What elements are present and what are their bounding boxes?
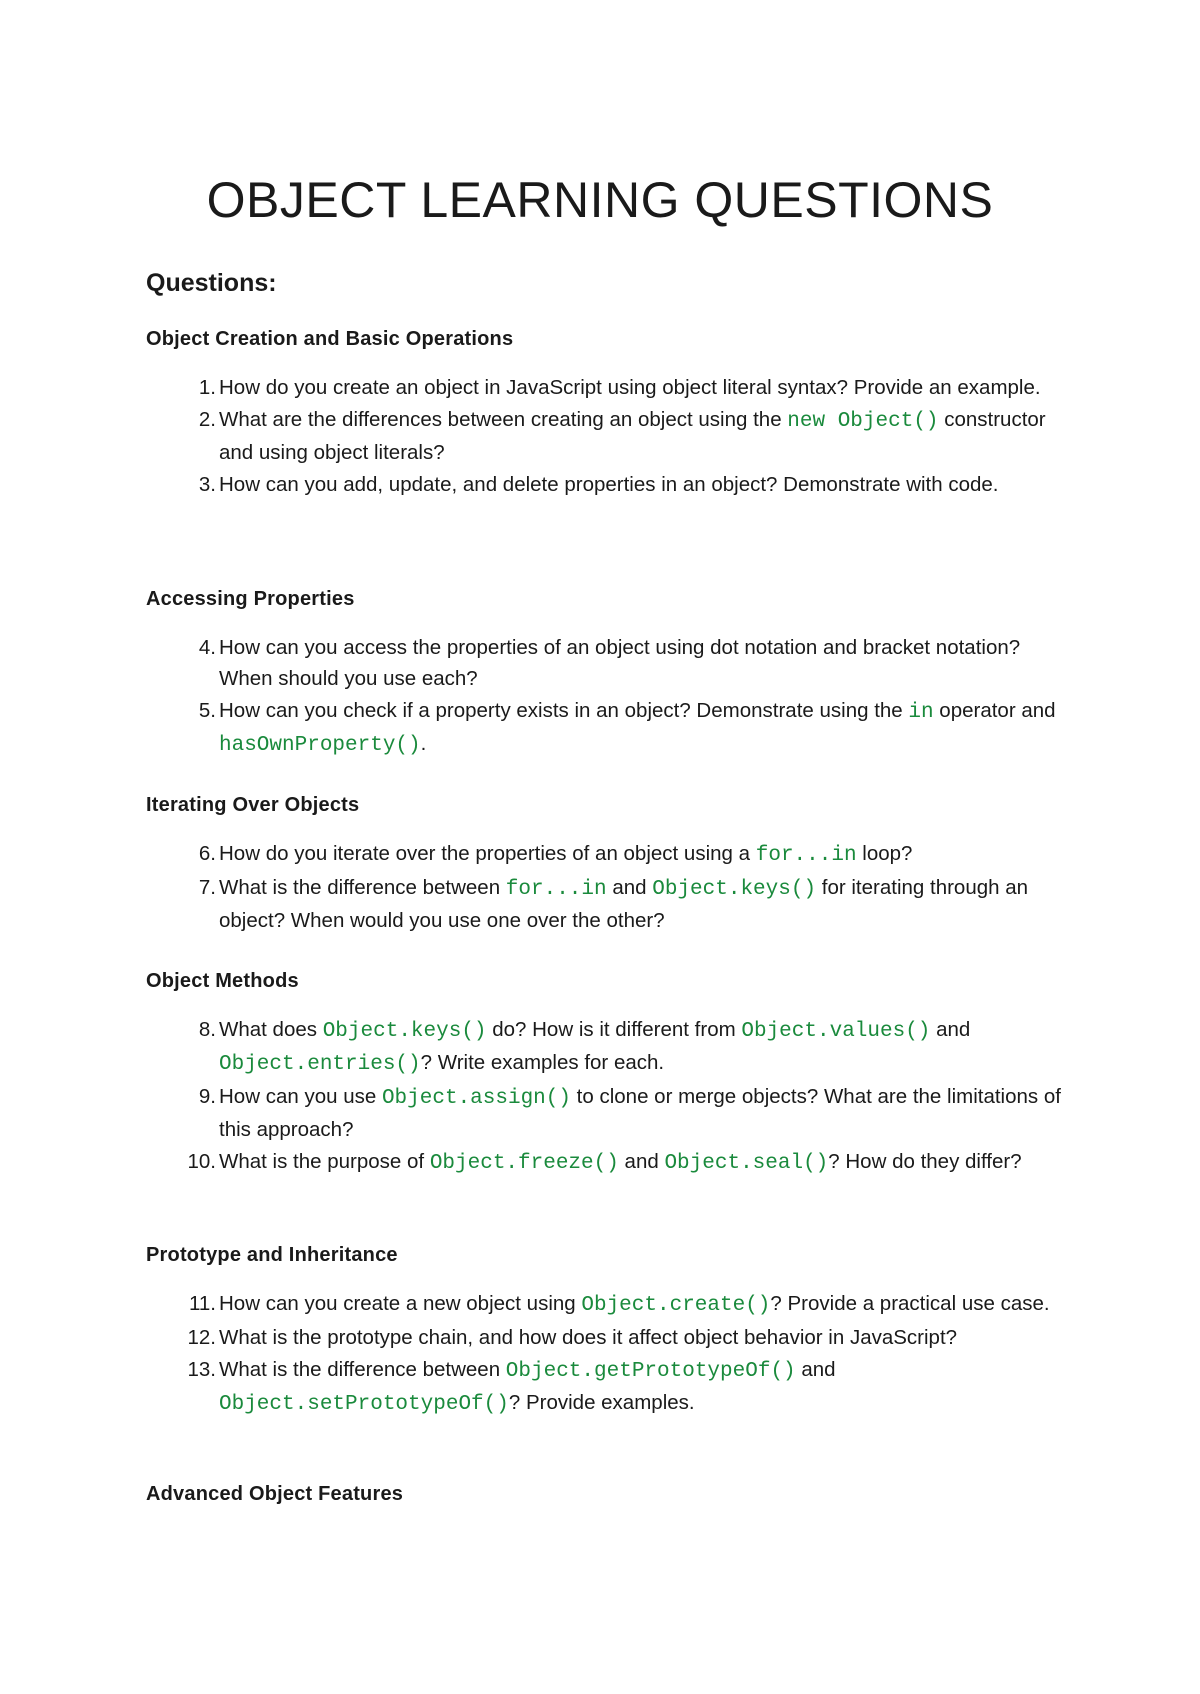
inline-code: Object.getPrototypeOf() — [505, 1360, 796, 1383]
inline-code: Object.keys() — [322, 1020, 487, 1043]
question-item — [146, 1081, 1076, 1145]
question-text: constructor and using object literals? — [219, 408, 1046, 464]
inline-code: Object.create() — [581, 1294, 771, 1317]
question-number: 3. — [198, 473, 216, 496]
question-number: 4. — [198, 636, 216, 659]
question-text: What is the prototype chain, and how does it affect object behavior in JavaScript? — [219, 1326, 958, 1349]
section-heading: Accessing Properties — [146, 588, 355, 610]
inline-code: Object.assign() — [381, 1087, 571, 1110]
question-item — [146, 1146, 1076, 1179]
question-text: . — [420, 732, 427, 755]
inline-code: for...in — [505, 878, 607, 901]
question-item — [146, 872, 1076, 936]
question-text: How do you create an object in JavaScript using object literal syntax? Provide an example. — [219, 376, 1041, 399]
question-text: ? How do they differ? — [828, 1150, 1022, 1173]
question-text: ? Write examples for each. — [420, 1051, 665, 1074]
question-text: How can you add, update, and delete properties in an object? Demonstrate with code. — [219, 473, 999, 496]
section-object-creation — [146, 326, 1076, 501]
question-text: do? How is it different from — [486, 1018, 742, 1041]
question-list — [146, 372, 1076, 500]
inline-code: Object.values() — [741, 1020, 931, 1043]
question-number: 9. — [198, 1085, 216, 1108]
question-text: What is the difference between — [219, 1358, 506, 1381]
question-item — [146, 632, 1076, 694]
section-advanced-features — [146, 1481, 1076, 1527]
question-text: How can you check if a property exists in an object? Demonstrate using the — [219, 699, 909, 722]
inline-code: Object.freeze() — [429, 1152, 619, 1175]
question-item — [146, 1354, 1076, 1420]
question-number: 13. — [187, 1358, 216, 1381]
question-text: and — [795, 1358, 836, 1381]
question-text: loop? — [856, 842, 913, 865]
section-prototype-inheritance — [146, 1242, 1076, 1421]
question-item — [146, 1288, 1076, 1321]
question-number: 6. — [198, 842, 216, 865]
question-text: What does — [219, 1018, 323, 1041]
question-text: How can you access the properties of an object using dot notation and bracket notation? When should you use each? — [219, 636, 1021, 690]
question-number: 8. — [198, 1018, 216, 1041]
question-number: 12. — [187, 1326, 216, 1349]
question-text: operator and — [933, 699, 1056, 722]
question-number: 2. — [198, 408, 216, 431]
question-text: What is the purpose of — [219, 1150, 430, 1173]
question-item — [146, 695, 1076, 761]
question-number: 11. — [189, 1292, 216, 1315]
question-item — [146, 469, 1076, 500]
inline-code: hasOwnProperty() — [219, 734, 421, 757]
section-heading: Advanced Object Features — [146, 1483, 404, 1505]
questions-heading: Questions: — [146, 269, 277, 297]
question-text: ? Provide examples. — [508, 1391, 695, 1414]
question-list — [146, 1014, 1076, 1179]
question-item — [146, 1322, 1076, 1353]
question-list — [146, 838, 1076, 936]
inline-code: Object.seal() — [664, 1152, 829, 1175]
question-text: How do you iterate over the properties of an object using a — [219, 842, 756, 865]
section-iterating-objects — [146, 792, 1076, 937]
question-text: What are the differences between creating an object using the — [219, 408, 788, 431]
section-heading: Object Methods — [146, 970, 299, 992]
inline-code: Object.setPrototypeOf() — [219, 1393, 509, 1416]
question-list — [146, 632, 1076, 761]
question-text: How can you use — [219, 1085, 382, 1108]
question-text: and — [618, 1150, 665, 1173]
question-text: to clone or merge objects? What are the limitations of this approach? — [219, 1085, 1061, 1141]
question-text: and — [606, 876, 653, 899]
question-number: 5. — [198, 699, 216, 722]
section-heading: Prototype and Inheritance — [146, 1244, 398, 1266]
question-item — [146, 1014, 1076, 1080]
inline-code: Object.keys() — [652, 878, 817, 901]
inline-code: for...in — [755, 844, 857, 867]
inline-code: Object.entries() — [219, 1053, 421, 1076]
question-list — [146, 1288, 1076, 1420]
question-text: and — [930, 1018, 971, 1041]
question-number: 10. — [187, 1150, 216, 1173]
section-accessing-properties — [146, 586, 1076, 762]
section-heading: Iterating Over Objects — [146, 794, 360, 816]
question-item — [146, 838, 1076, 871]
question-text: ? Provide a practical use case. — [770, 1292, 1050, 1315]
page-title: OBJECT LEARNING QUESTIONS — [206, 172, 994, 228]
question-item — [146, 404, 1076, 468]
question-text: What is the difference between — [219, 876, 506, 899]
question-text: for iterating through an object? When would you use one over the other? — [219, 876, 1029, 932]
section-heading: Object Creation and Basic Operations — [146, 328, 514, 350]
question-item — [146, 372, 1076, 403]
question-number: 7. — [198, 876, 216, 899]
question-text: How can you create a new object using — [219, 1292, 582, 1315]
inline-code: new Object() — [787, 410, 939, 433]
inline-code: in — [908, 701, 934, 724]
section-object-methods — [146, 968, 1076, 1180]
question-number: 1. — [198, 376, 216, 399]
